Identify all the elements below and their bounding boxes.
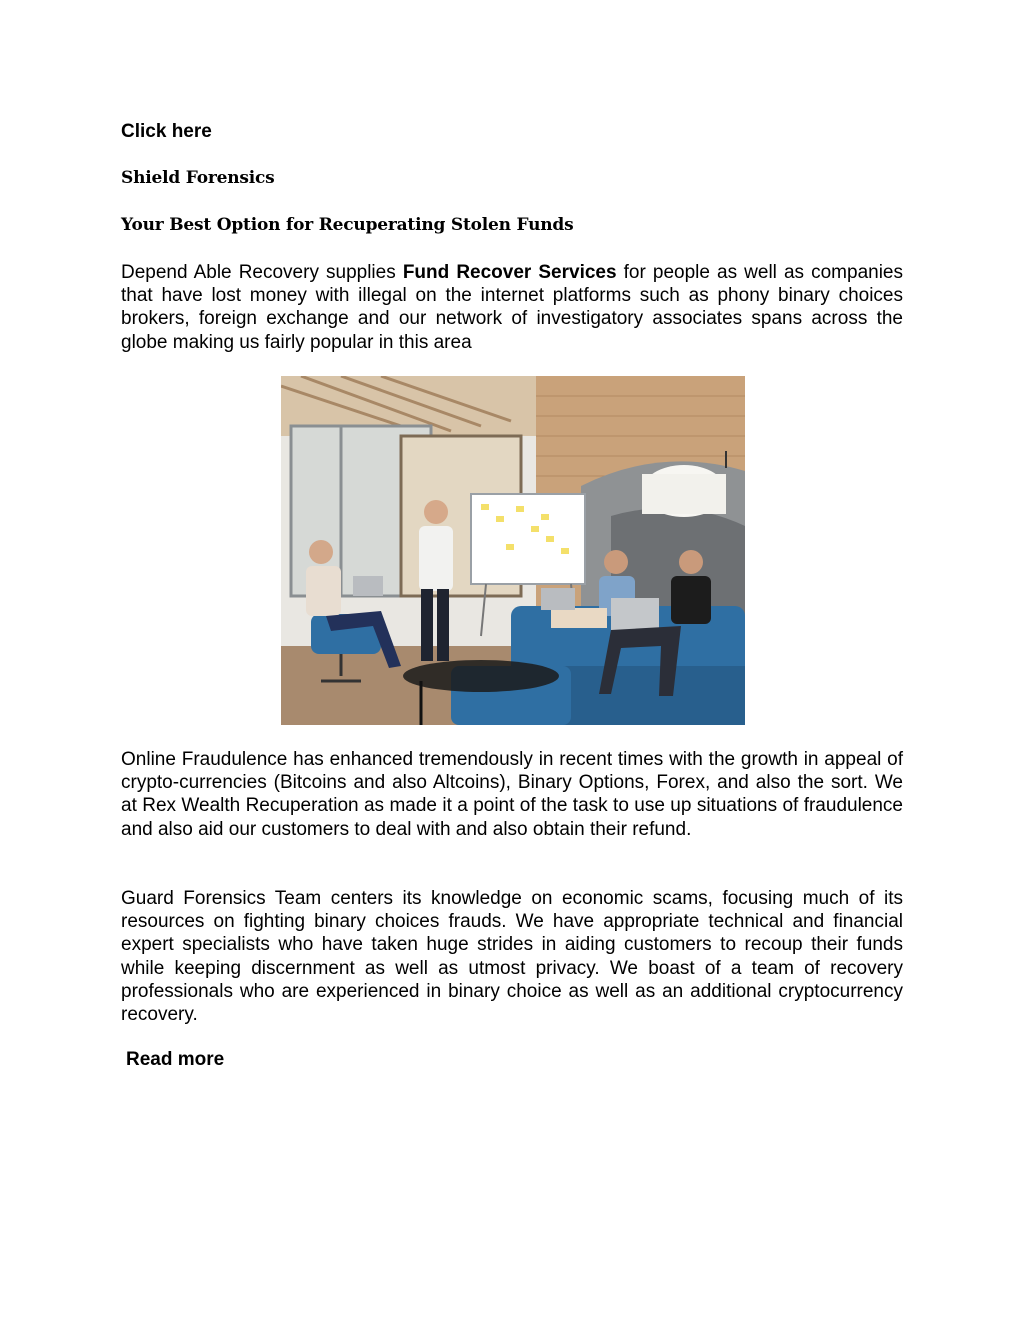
intro-text-before: Depend Able Recovery supplies xyxy=(121,262,403,283)
team-paragraph: Guard Forensics Team centers its knowledge on economic scams, focusing much of its resources on fighting binary choices frauds. We have appropriate technical and financial expert specialists who have taken huge strides in aiding customers to recoup their funds while keeping discernment as well as utmost privacy. We boast of a team of recovery professionals who are experienced in binary choice as well as an additional cryptocurrency recovery. xyxy=(121,888,903,1026)
brand-heading: Shield Forensics xyxy=(121,168,275,188)
subtitle-heading: Your Best Option for Recuperating Stolen Funds xyxy=(121,215,574,235)
intro-paragraph xyxy=(121,261,903,354)
read-more-link[interactable]: Read more xyxy=(126,1049,225,1070)
office-meeting-photo xyxy=(281,376,745,725)
intro-text-after: for people as well as companies that have lost money with illegal on the internet platforms such as phony binary choices brokers, foreign exchange and our network of investigatory associates spans across the globe making us fairly popular in this area xyxy=(121,262,904,353)
fraud-paragraph: Online Fraudulence has enhanced tremendously in recent times with the growth in appeal of crypto-currencies (Bitcoins and also Altcoins), Binary Options, Forex, and also the sort. We at Rex Wealth Recuperation as made it a point of the task to use up situations of fraudulence and also aid our customers to deal with and also obtain their refund. xyxy=(121,749,903,840)
click-here-link[interactable]: Click here xyxy=(121,121,212,142)
fund-recover-services-bold: Fund Recover Services xyxy=(402,262,617,283)
